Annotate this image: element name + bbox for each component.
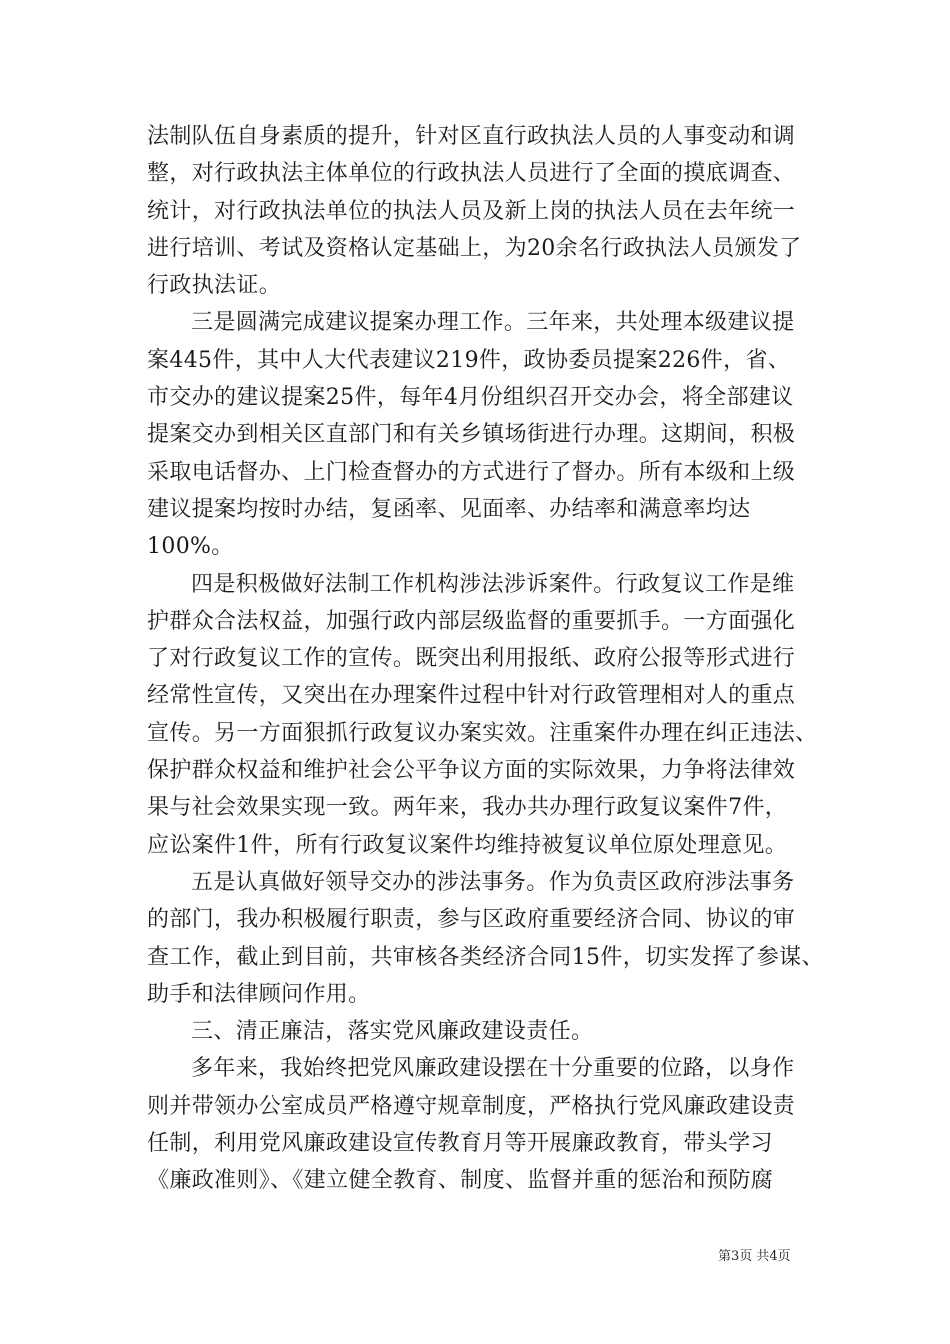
text-line: 果与社会效果实现一致。两年来，我办共办理行政复议案件7件， [147, 795, 788, 821]
paragraph-start-line: 四是积极做好法制工作机构涉法涉诉案件。行政复议工作是维 [191, 571, 795, 597]
text-line: 的部门，我办积极履行职责，参与区政府重要经济合同、协议的审 [147, 907, 796, 933]
paragraph-start-line: 多年来，我始终把党风廉政建设摆在十分重要的位路，以身作 [191, 1056, 795, 1082]
text-line: 则并带领办公室成员严格遵守规章制度，严格执行党风廉政建设责 [147, 1093, 796, 1119]
text-line: 了对行政复议工作的宣传。既突出利用报纸、政府公报等形式进行 [147, 646, 796, 672]
text-line: 保护群众权益和维护社会公平争议方面的实际效果，力争将法律效 [147, 758, 796, 784]
text-line: 宣传。另一方面狠抓行政复议办案实效。注重案件办理在纠正违法、 [147, 720, 818, 746]
text-line: 任制，利用党风廉政建设宣传教育月等开展廉政教育，带头学习 [147, 1131, 773, 1157]
text-line: 助手和法律顾问作用。 [147, 981, 371, 1007]
text-line: 采取电话督办、上门检查督办的方式进行了督办。所有本级和上级 [147, 459, 796, 485]
text-line: 建议提案均按时办结，复函率、见面率、办结率和满意率均达 [147, 496, 751, 522]
text-line: 经常性宣传，又突出在办理案件过程中针对行政管理相对人的重点 [147, 683, 796, 709]
text-line: 市交办的建议提案25件，每年4月份组织召开交办会，将全部建议 [147, 385, 794, 411]
text-line: 《廉政准则》、《建立健全教育、制度、监督并重的惩治和预防腐 [147, 1168, 774, 1194]
text-line: 提案交办到相关区直部门和有关乡镇场街进行办理。这期间，积极 [147, 422, 796, 448]
paragraph-start-line: 五是认真做好领导交办的涉法事务。作为负责区政府涉法事务 [191, 869, 795, 895]
text-line: 整，对行政执法主体单位的行政执法人员进行了全面的摸底调查、 [147, 161, 796, 187]
document-body [147, 118, 824, 1200]
text-line: 查工作，截止到目前，共审核各类经济合同15件，切实发挥了参谋、 [147, 944, 824, 970]
text-line: 行政执法证。 [147, 273, 282, 299]
text-line: 护群众合法权益，加强行政内部层级监督的重要抓手。一方面强化 [147, 608, 796, 634]
section-heading: 三、清正廉洁，落实党风廉政建设责任。 [191, 1019, 594, 1045]
text-line: 统计，对行政执法单位的执法人员及新上岗的执法人员在去年统一 [147, 198, 796, 224]
text-line: 法制队伍自身素质的提升，针对区直行政执法人员的人事变动和调 [147, 124, 796, 149]
text-line: 应讼案件1件，所有行政复议案件均维持被复议单位原处理意见。 [147, 832, 788, 858]
text-line: 进行培训、考试及资格认定基础上，为20余名行政执法人员颁发了 [147, 235, 802, 261]
text-line: 案445件，其中人大代表建议219件，政协委员提案226件，省、 [147, 347, 791, 373]
text-line: 100%。 [147, 534, 234, 560]
paragraph-start-line: 三是圆满完成建议提案办理工作。三年来，共处理本级建议提 [191, 310, 795, 336]
page-number: 第3页 共4页 [718, 1249, 791, 1264]
